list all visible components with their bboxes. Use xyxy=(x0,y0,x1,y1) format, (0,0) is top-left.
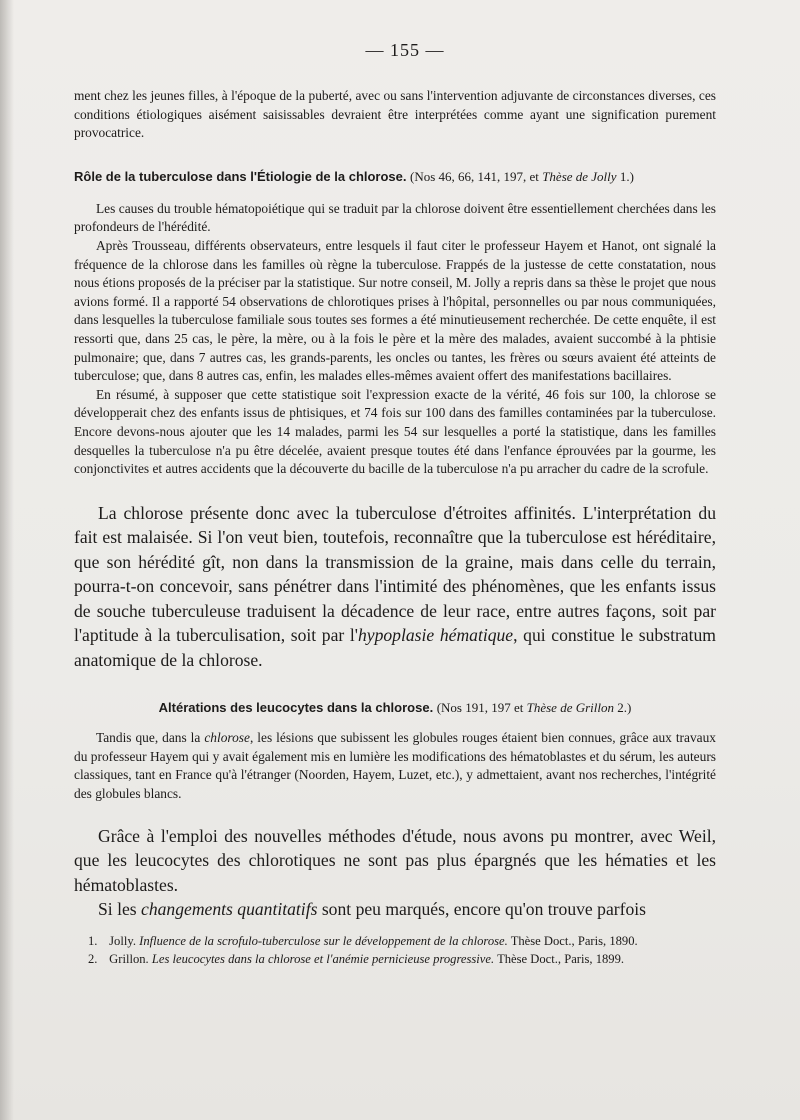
page-edge-shadow xyxy=(0,0,14,1120)
section-heading-leucocytes xyxy=(74,698,716,719)
paragraph: Les causes du trouble hématopoiétique qui se traduit par la chlorose doivent être essentiellement cherchées dans les profondeurs de l'hérédité. xyxy=(74,200,716,235)
footnote: 1. Jolly. Influence de la scrofulo-tuberculose sur le développement de la chlorose. Thèse Doct., Paris, 1890. xyxy=(88,933,638,948)
paragraph: Si les changements quantitatifs sont peu marqués, encore qu'on trouve parfois xyxy=(98,899,646,920)
paragraph: Tandis que, dans la chlorose, les lésions que subissent les globules rouges étaient bien connues, grâce aux travaux du professeur Hayem qui y avait également mis en lumière les modifications des hématoblastes et du sérum, les auteurs classiques, tant en France qu'à l'étranger (Noorden, Hayem, Luzet, etc.), y admettaient, avant nos recherches, l'intégrité des globules blancs. xyxy=(74,730,716,801)
footnote: 2. Grillon. Les leucocytes dans la chlorose et l'anémie pernicieuse progressive. Thèse Doct., Paris, 1899. xyxy=(88,951,625,966)
paragraph: En résumé, à supposer que cette statistique soit l'expression exacte de la vérité, 46 fois sur 100, la chlorose se développerait chez des enfants issus de phtisiques, et 74 fois sur 100 dans des familles contaminées par la tuberculose. Encore devons-nous ajouter que les 14 malades, parmi les 54 sur lesquelles a porté la statistique, dans les familles desquelles la tuberculose n'a pu être décelée, avaient presque toutes été dans l'enfance éprouvées par la gourme, les conjonctivites et autres accidents que la découverte du bacille de la tuberculose n'a pu arracher du cadre de la scrofule. xyxy=(74,386,716,477)
section-refs: (Nos 46, 66, 141, 197, et Thèse de Jolly 1.) xyxy=(410,168,634,184)
footnotes xyxy=(74,932,716,968)
section-title: Altérations des leucocytes dans la chlorose. xyxy=(158,700,434,716)
section-refs: (Nos 191, 197 et Thèse de Grillon 2.) xyxy=(436,700,632,716)
paragraph: Grâce à l'emploi des nouvelles méthodes d'étude, nous avons pu montrer, avec Weil, que les leucocytes des chlorotiques ne sont pas plus épargnés que les hématies et les hématoblastes. xyxy=(74,825,716,895)
section-heading-tuberculose xyxy=(74,167,716,188)
intro-paragraph: ment chez les jeunes filles, à l'époque de la puberté, avec ou sans l'intervention adjuvante de circonstances diverses, ces conditions étiologiques aisément saisissables devraient être interprétées comme ayant une signification purement provocatrice. xyxy=(74,88,716,141)
conclusion-paragraph: La chlorose présente donc avec la tuberculose d'étroites affinités. L'interprétation du fait est malaisée. Si l'on veut bien, toutefois, reconnaître que la tuberculose est héréditaire, que son hérédité gît, non dans la transmission de la graine, mais dans celle du terrain, pourra-t-on concevoir, sans pénétrer dans l'intimité des phénomènes, que les enfants issus de souche tuberculeuse traduisent la décadence de leur race, entre autres façons, soit par l'aptitude à la tuberculisation, soit par l'hypoplasie hématique, qui constitue le substratum anatomique de la chlorose. xyxy=(74,502,716,670)
paragraph: Après Trousseau, différents observateurs, entre lesquels il faut citer le professeur Hayem et Hanot, ont signalé la fréquence de la chlorose dans les familles où règne la tuberculose. Frappés de la justesse de cette constatation, nous nous étions proposés de la préciser par la statistique. Sur notre conseil, M. Jolly a repris dans sa thèse le projet que nous avions formé. Il a rapporté 54 observations de chlorotiques prises à l'hôpital, personnelles ou par nous communiquées, dans lesquelles la tuberculose familiale sous toutes ses formes a été minutieusement recherchée. De cette enquête, il est ressorti que, dans 25 cas, le père, la mère, ou à la fois le père et la mère des malades, avaient succombé à la phtisie pulmonaire; que, dans 7 autres cas, les grands-parents, les oncles ou tantes, les frères ou sœurs avaient été atteints de tuberculose; que, dans 8 autres cas, enfin, les malades elles-mêmes avaient offert des manifestations bacillaires. xyxy=(74,237,716,384)
page-number: — 155 — xyxy=(365,40,445,60)
section-title: Rôle de la tuberculose dans l'Étiologie de la chlorose. xyxy=(74,168,407,184)
